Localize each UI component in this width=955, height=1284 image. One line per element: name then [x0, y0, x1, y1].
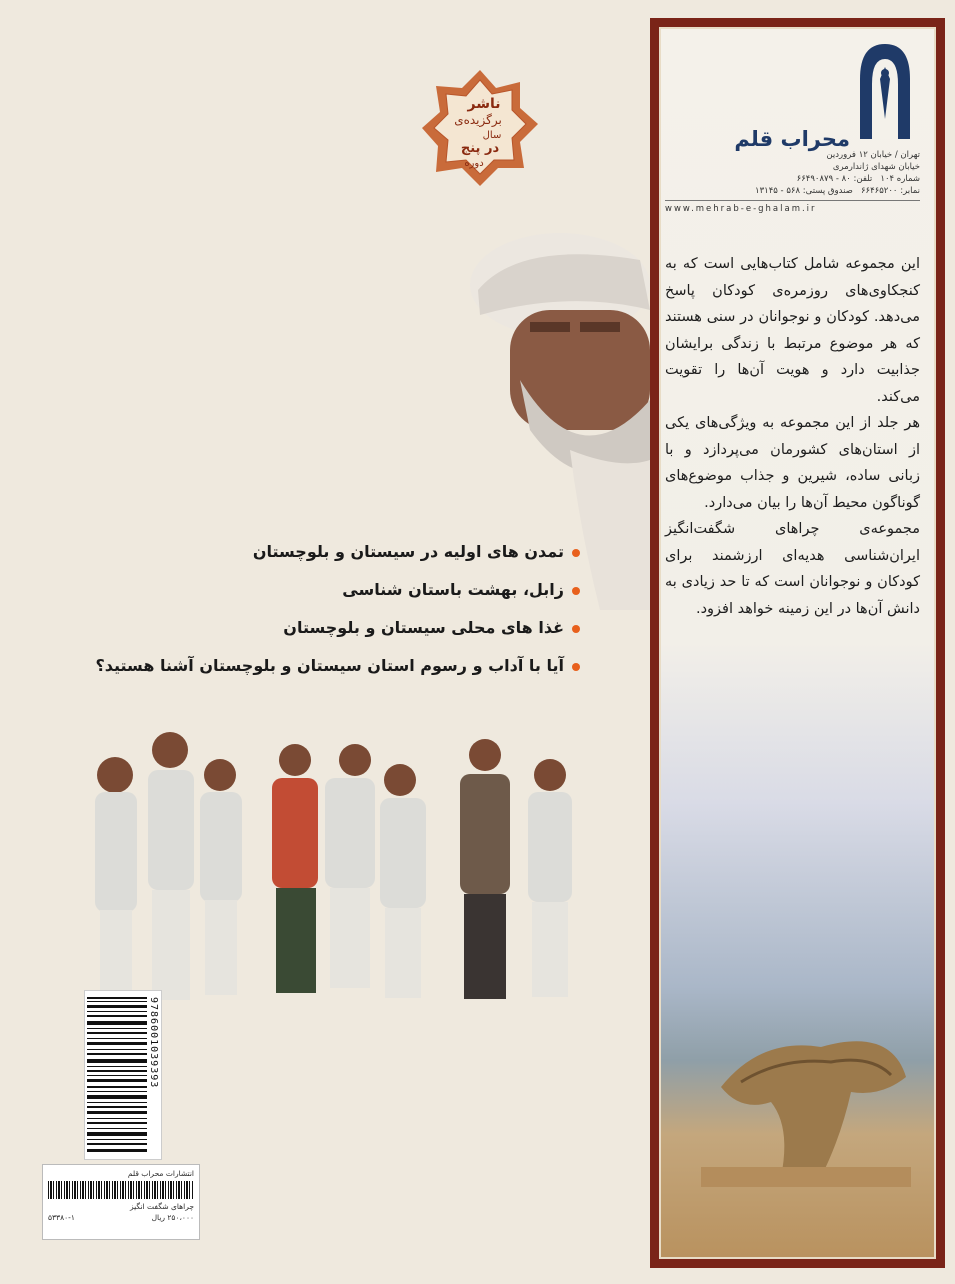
topic-text: تمدن های اولیه در سیستان و بلوچستان	[252, 542, 564, 561]
fax-number: نمابر: ۶۶۴۶۵۲۰۰	[860, 186, 920, 196]
publisher-award-seal	[420, 68, 540, 188]
label-code: ۵۳۳۸۰-۱	[48, 1213, 75, 1222]
address-line-1: تهران / خیابان ۱۲ فروردین	[826, 150, 920, 160]
seal-text-4: در پنج	[460, 141, 500, 156]
website-link[interactable]: www.mehrab-e-ghalam.ir	[665, 200, 920, 215]
barcode-bars-icon	[87, 991, 147, 1159]
seal-text-3: سال	[482, 130, 502, 141]
topics-list	[95, 542, 580, 694]
list-item	[95, 656, 580, 676]
bullet-dot-icon	[572, 663, 580, 671]
phone-number: تلفن: ۸۰ - ۶۶۴۹۰۸۷۹	[796, 174, 873, 184]
address-line-2: خیابان شهدای ژاندارمری	[832, 162, 920, 172]
seal-text-5: دوره	[464, 158, 484, 169]
address-number: شماره ۱۰۴	[880, 174, 920, 184]
label-title: چراهای شگفت انگیز	[129, 1202, 194, 1211]
label-barcode-icon	[48, 1181, 194, 1199]
series-description	[665, 251, 920, 622]
publisher-contact	[665, 149, 920, 215]
description-paragraph-3: مجموعه‌ی چراهای شگفت‌انگیز ایران‌شناسی هدیه‌ای ارزشمند برای کودکان و نوجوانان است که تا حد زیادی به دانش آن‌ها در این زمینه خواهد افزود.	[665, 521, 920, 617]
list-item	[200, 580, 580, 600]
barcode-digits: 9786001039393	[148, 997, 159, 1089]
publisher-logo-icon	[850, 39, 920, 139]
description-panel	[659, 27, 936, 1259]
description-paragraph-2: هر جلد از این مجموعه به ویژگی‌های یکی از استان‌های کشورمان می‌پردازد و با زبانی ساده، شیرین و جذاب موضوع‌های گوناگون محیط آن‌ها را بیان می‌دارد.	[665, 415, 920, 511]
po-box: صندوق پستی: ۵۶۸ - ۱۳۱۴۵	[755, 186, 853, 196]
topic-text: آیا با آداب و رسوم استان سیستان و بلوچستان آشنا هستید؟	[95, 656, 564, 675]
topic-text: غذا های محلی سیستان و بلوچستان	[283, 618, 564, 637]
label-price: ۲۵۰،۰۰۰ ریال	[151, 1213, 194, 1222]
description-frame	[650, 18, 945, 1268]
bullet-dot-icon	[572, 587, 580, 595]
seal-text-2: برگزیده‌ی	[454, 113, 502, 127]
publisher-name: محراب قلم	[734, 127, 850, 151]
bullet-dot-icon	[572, 549, 580, 557]
topic-text: زابل، بهشت باستان شناسی	[342, 580, 564, 599]
list-item	[200, 618, 580, 638]
bullet-dot-icon	[572, 625, 580, 633]
isbn-barcode	[84, 990, 162, 1160]
children-group-image	[40, 720, 630, 1020]
price-label	[42, 1164, 200, 1240]
description-paragraph-1: این مجموعه شامل کتاب‌هایی است که به کنجکاوی‌های روزمره‌ی کودکان پاسخ می‌دهد. کودکان و نوجوانان در سنی هستند که هر موضوع مرتبط با زندگی برایشان جذابیت دارد و هویت آن‌ها را تقویت می‌کند.	[665, 256, 920, 405]
label-publisher: انتشارات محراب قلم	[127, 1169, 194, 1178]
rock-formation-image	[701, 1017, 911, 1187]
list-item	[200, 542, 580, 562]
seal-text-1: ناشر	[467, 96, 501, 112]
